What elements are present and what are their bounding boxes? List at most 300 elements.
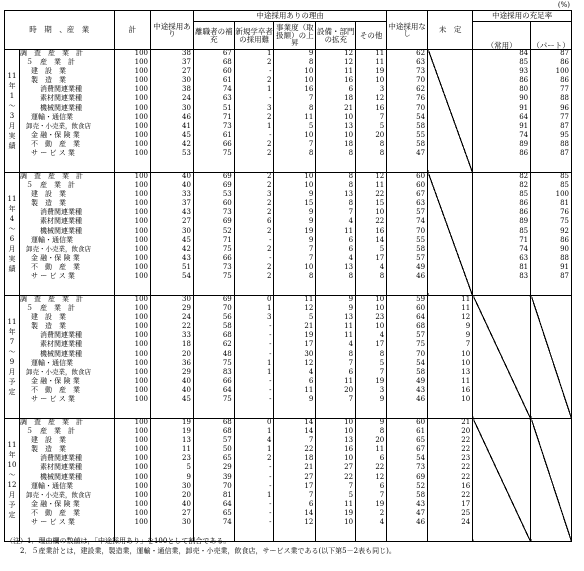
- table-cell: 90: [519, 94, 529, 103]
- period-block-1: [5, 50, 572, 173]
- period-block-3: [5, 296, 572, 419]
- table-cell: 11: [375, 445, 385, 454]
- table-cell: 67: [416, 190, 426, 199]
- table-cell: 75: [222, 358, 232, 367]
- table-cell: 39: [222, 472, 232, 481]
- table-cell: 100: [134, 85, 149, 94]
- table-cell: 22: [461, 472, 471, 481]
- table-cell: 9: [465, 331, 471, 340]
- table-cell: 19: [304, 226, 314, 235]
- table-cell: 2: [267, 76, 272, 85]
- table-cell: 4: [379, 262, 385, 271]
- table-cell: 100: [134, 94, 149, 103]
- table-cell: 73: [416, 463, 426, 472]
- table-cell: 2: [267, 454, 272, 463]
- table-cell: 100: [134, 367, 149, 376]
- table-cell: -: [269, 349, 272, 358]
- table-cell: 43: [416, 385, 426, 394]
- table-cell: 27: [182, 508, 191, 517]
- col-r3: [274, 173, 316, 296]
- table-cell: 85: [519, 58, 529, 67]
- table-cell: 100: [134, 376, 149, 385]
- industry-label: 金 融・保 険 業: [31, 376, 80, 385]
- table-cell: 23: [182, 454, 191, 463]
- table-cell: 63: [416, 199, 426, 208]
- col-r5: [356, 296, 387, 419]
- period-label-char: 定: [8, 511, 16, 519]
- table-cell: 87: [560, 49, 569, 57]
- table-cell: 30: [182, 518, 191, 527]
- header-fill-part: （パート）: [531, 22, 572, 50]
- table-cell: 68: [222, 331, 232, 340]
- col-r3: [274, 50, 316, 173]
- col-undecided: [428, 173, 473, 296]
- table-cell: 22: [461, 436, 471, 445]
- table-cell: 10: [375, 295, 385, 303]
- table-cell: 2: [267, 139, 272, 148]
- col-fill-part: [531, 296, 572, 419]
- table-cell: 60: [416, 304, 426, 313]
- table-cell: 66: [222, 253, 232, 262]
- period-label: [5, 296, 20, 419]
- table-cell: 5: [379, 244, 385, 253]
- table-cell: 24: [461, 518, 471, 527]
- industry-label: 運輸・通信業: [31, 235, 74, 244]
- table-cell: 60: [222, 67, 232, 76]
- table-cell: 1: [267, 49, 272, 57]
- table-cell: 73: [416, 67, 426, 76]
- table-cell: 21: [304, 322, 314, 331]
- table-cell: 27: [344, 463, 354, 472]
- table-cell: 60: [416, 172, 426, 180]
- table-cell: 8: [348, 149, 354, 158]
- col-mid-yes: [151, 419, 194, 542]
- table-cell: 10: [461, 395, 471, 404]
- table-cell: 45: [182, 130, 191, 139]
- table-cell: 82: [519, 172, 529, 180]
- table-cell: 16: [375, 103, 385, 112]
- table-cell: 38: [182, 85, 191, 94]
- table-cell: -: [269, 94, 272, 103]
- industry-label: 製 造 業: [31, 322, 67, 331]
- table-cell: 15: [375, 199, 385, 208]
- table-cell: 11: [182, 445, 191, 454]
- table-cell: 12: [375, 172, 385, 180]
- col-r3: [274, 296, 316, 419]
- table-cell: 11: [344, 322, 354, 331]
- industry-label: 調 査 産 業 計: [20, 49, 84, 57]
- table-cell: 100: [134, 253, 149, 262]
- table-cell: 12: [304, 304, 314, 313]
- table-cell: 7: [348, 481, 354, 490]
- table-cell: 10: [304, 76, 314, 85]
- col-fill-part: [531, 419, 572, 542]
- period-label-char: 11: [7, 195, 17, 203]
- table-cell: 30: [182, 76, 191, 85]
- table-cell: 21: [304, 463, 314, 472]
- header-reason-business-growth: 事業度（取扱額）の上昇: [274, 22, 316, 50]
- table-cell: 64: [222, 499, 232, 508]
- industry-label: 金 融・保 険 業: [31, 130, 80, 139]
- table-cell: 100: [134, 445, 149, 454]
- table-cell: 90: [560, 244, 569, 253]
- table-cell: 73: [222, 208, 232, 217]
- col-mid-no: [387, 419, 428, 542]
- industry-label: 建 設 業: [31, 190, 67, 199]
- table-cell: 100: [134, 463, 149, 472]
- industry-label: 製 造 業: [31, 445, 67, 454]
- period-label-char: 7: [9, 338, 15, 346]
- table-cell: 40: [182, 376, 191, 385]
- table-cell: 88: [560, 253, 569, 262]
- table-cell: 8: [308, 103, 314, 112]
- col-r4: [316, 419, 356, 542]
- table-cell: 10: [304, 181, 314, 190]
- table-cell: 29: [222, 463, 232, 472]
- table-cell: 50: [222, 445, 232, 454]
- table-cell: 100: [134, 322, 149, 331]
- col-r5: [356, 173, 387, 296]
- industry-label: 卸売・小売業，飲食店: [26, 367, 92, 376]
- col-r2: [234, 50, 274, 173]
- table-cell: 4: [348, 217, 354, 226]
- table-cell: -: [269, 463, 272, 472]
- table-cell: 57: [416, 253, 426, 262]
- table-cell: 3: [379, 385, 385, 394]
- period-label-char: 月: [8, 491, 16, 499]
- industry-label: 不 動 産 業: [31, 385, 81, 394]
- table-cell: 91: [519, 103, 529, 112]
- header-undecided: 未 定: [428, 11, 473, 50]
- period-label-char: 実: [8, 255, 16, 263]
- table-cell: 61: [416, 427, 426, 436]
- table-cell: 43: [416, 499, 426, 508]
- table-cell: 71: [222, 235, 232, 244]
- table-cell: 71: [519, 235, 529, 244]
- table-cell: 7: [308, 94, 314, 103]
- table-cell: 30: [182, 295, 191, 303]
- table-cell: 2: [267, 172, 272, 180]
- table-cell: 62: [416, 49, 426, 57]
- industry-label: 機械関連業種: [40, 349, 83, 358]
- table-cell: 10: [375, 322, 385, 331]
- table-cell: 4: [308, 367, 314, 376]
- col-undecided: [428, 50, 473, 173]
- industry-label: サ ー ビ ス 業: [31, 395, 75, 404]
- table-cell: 47: [416, 508, 426, 517]
- table-cell: 66: [222, 376, 232, 385]
- col-undecided: [428, 296, 473, 419]
- table-cell: 22: [375, 217, 385, 226]
- table-cell: 3: [267, 190, 272, 199]
- table-cell: 12: [304, 358, 314, 367]
- table-cell: 5: [308, 121, 314, 130]
- industry-label: 不 動 産 業: [31, 508, 81, 517]
- table-cell: 49: [416, 376, 426, 385]
- table-cell: 9: [348, 295, 354, 303]
- table-cell: 36: [182, 358, 191, 367]
- table-cell: 8: [308, 58, 314, 67]
- table-cell: 5: [379, 358, 385, 367]
- table-cell: 69: [416, 472, 426, 481]
- col-total: [114, 50, 151, 173]
- period-label: [5, 419, 20, 542]
- header-mid-no: 中途採用なし: [387, 11, 428, 50]
- table-cell: 27: [304, 472, 314, 481]
- table-cell: 100: [134, 508, 149, 517]
- table-cell: 58: [416, 490, 426, 499]
- table-cell: 9: [308, 190, 314, 199]
- table-cell: 1: [267, 358, 272, 367]
- table-cell: 68: [222, 427, 232, 436]
- table-cell: 86: [519, 208, 529, 217]
- table-cell: 27: [182, 67, 191, 76]
- table-cell: 46: [182, 112, 191, 121]
- col-r5: [356, 419, 387, 542]
- period-label-char: 年: [8, 451, 16, 459]
- table-cell: 8: [379, 149, 385, 158]
- table-cell: 10: [344, 427, 354, 436]
- table-cell: 66: [222, 139, 232, 148]
- table-cell: 8: [379, 139, 385, 148]
- table-cell: 40: [182, 172, 191, 180]
- table-cell: 2: [267, 208, 272, 217]
- industry-label: 卸売・小売業，飲食店: [26, 244, 92, 253]
- table-cell: 86: [519, 149, 529, 158]
- col-r1: [193, 296, 234, 419]
- table-cell: 67: [222, 49, 232, 57]
- table-cell: 30: [304, 349, 314, 358]
- table-cell: 10: [461, 358, 471, 367]
- col-r2: [234, 419, 274, 542]
- table-cell: 65: [416, 436, 426, 445]
- table-cell: 10: [304, 172, 314, 180]
- table-cell: 19: [182, 427, 191, 436]
- table-cell: 65: [222, 454, 232, 463]
- table-cell: 100: [134, 313, 149, 322]
- table-cell: 24: [182, 94, 191, 103]
- industry-label: 建 設 業: [31, 313, 67, 322]
- table-cell: 0: [267, 418, 272, 426]
- table-cell: 21: [344, 103, 354, 112]
- table-cell: 65: [222, 508, 232, 517]
- table-cell: 12: [461, 313, 471, 322]
- table-cell: 61: [222, 130, 232, 139]
- table-cell: 69: [222, 295, 232, 303]
- period-label-char: 績: [8, 142, 16, 150]
- table-cell: 37: [182, 58, 191, 67]
- period-label-char: 年: [8, 328, 16, 336]
- table-cell: 68: [222, 58, 232, 67]
- table-cell: 86: [519, 76, 529, 85]
- col-r1: [193, 419, 234, 542]
- col-fill-part: [531, 173, 572, 296]
- table-cell: 6: [379, 454, 385, 463]
- period-label-char: 12: [7, 481, 17, 489]
- table-cell: 17: [375, 340, 385, 349]
- table-cell: 6: [348, 367, 354, 376]
- table-cell: 85: [519, 190, 529, 199]
- period-label-char: 〜: [8, 348, 16, 356]
- period-label-char: 予: [8, 501, 16, 509]
- table-cell: 40: [182, 499, 191, 508]
- table-cell: 22: [461, 445, 471, 454]
- col-mid-yes: [151, 296, 194, 419]
- table-cell: 81: [519, 262, 529, 271]
- table-cell: 85: [560, 181, 569, 190]
- table-cell: 16: [461, 385, 471, 394]
- industry-label: 建 設 業: [31, 67, 67, 76]
- table-cell: 75: [222, 149, 232, 158]
- table-cell: 68: [416, 322, 426, 331]
- industry-label: 建 設 業: [31, 436, 67, 445]
- table-cell: 100: [134, 395, 149, 404]
- table-cell: 75: [222, 272, 232, 281]
- table-cell: -: [269, 331, 272, 340]
- period-label-char: 〜: [8, 102, 16, 110]
- industry-label: 消費関連業種: [40, 85, 83, 94]
- table-cell: 6: [379, 481, 385, 490]
- table-cell: 3: [267, 103, 272, 112]
- table-cell: 14: [375, 235, 385, 244]
- table-cell: 57: [416, 331, 426, 340]
- table-cell: 16: [344, 445, 354, 454]
- table-cell: 100: [555, 190, 569, 199]
- table-cell: 57: [416, 208, 426, 217]
- table-cell: 53: [222, 190, 232, 199]
- header-fill-regular: （常用）: [473, 22, 531, 50]
- table-cell: 75: [222, 244, 232, 253]
- table-cell: 58: [416, 139, 426, 148]
- table-cell: 100: [134, 454, 149, 463]
- table-cell: 12: [344, 58, 354, 67]
- period-label-char: 〜: [8, 225, 16, 233]
- table-cell: 15: [304, 199, 314, 208]
- table-cell: 84: [519, 49, 529, 57]
- table-cell: 43: [182, 253, 191, 262]
- table-cell: 40: [182, 181, 191, 190]
- table-cell: 12: [344, 49, 354, 57]
- table-cell: 10: [344, 454, 354, 463]
- table-cell: 10: [461, 349, 471, 358]
- table-cell: 30: [182, 103, 191, 112]
- table-cell: 33: [182, 190, 191, 199]
- table-cell: 5: [186, 463, 191, 472]
- table-cell: 13: [344, 262, 354, 271]
- industry-label: 金 融・保 険 業: [31, 499, 80, 508]
- table-cell: 100: [134, 304, 149, 313]
- table-cell: 63: [416, 58, 426, 67]
- table-cell: 1: [267, 445, 272, 454]
- table-cell: 70: [416, 349, 426, 358]
- industry-label: 運輸・通信業: [31, 358, 74, 367]
- table-cell: 19: [304, 331, 314, 340]
- industry-label: 調 査 産 業 計: [20, 295, 84, 303]
- industry-label: 素材関連業種: [40, 340, 83, 349]
- industry-labels: [20, 296, 114, 419]
- table-cell: 11: [461, 295, 471, 303]
- table-cell: 9: [379, 418, 385, 426]
- table-cell: 0: [267, 295, 272, 303]
- table-cell: 11: [344, 499, 354, 508]
- table-cell: 83: [222, 367, 232, 376]
- table-cell: 100: [134, 103, 149, 112]
- industry-label: ５ 産 業 計: [26, 304, 76, 313]
- period-label-char: 6: [9, 235, 15, 243]
- table-cell: 100: [555, 67, 569, 76]
- industry-label: 消費関連業種: [40, 208, 83, 217]
- industry-label: 運輸・通信業: [31, 481, 74, 490]
- table-cell: 77: [560, 112, 569, 121]
- table-cell: 100: [134, 244, 149, 253]
- table-cell: 7: [308, 244, 314, 253]
- table-cell: 25: [461, 508, 471, 517]
- table-cell: 52: [416, 481, 426, 490]
- table-cell: 100: [134, 418, 149, 426]
- table-cell: 60: [416, 418, 426, 426]
- table-cell: 100: [134, 190, 149, 199]
- table-cell: 41: [182, 121, 191, 130]
- table-cell: 17: [304, 481, 314, 490]
- table-cell: 86: [560, 58, 569, 67]
- table-cell: 8: [348, 272, 354, 281]
- table-cell: 64: [519, 112, 529, 121]
- table-cell: 80: [519, 85, 529, 94]
- table-cell: 9: [186, 472, 191, 481]
- table-cell: 4: [267, 436, 272, 445]
- table-cell: 14: [304, 418, 314, 426]
- table-cell: 11: [304, 112, 314, 121]
- table-cell: 10: [375, 304, 385, 313]
- table-cell: 12: [375, 472, 385, 481]
- table-cell: 20: [375, 436, 385, 445]
- table-cell: 100: [134, 481, 149, 490]
- table-cell: 96: [560, 103, 569, 112]
- col-total: [114, 419, 151, 542]
- table-cell: 85: [519, 226, 529, 235]
- table-cell: 10: [304, 130, 314, 139]
- table-cell: 45: [182, 395, 191, 404]
- table-cell: 11: [344, 376, 354, 385]
- table-cell: 38: [182, 49, 191, 57]
- table-cell: -: [269, 481, 272, 490]
- table-cell: 58: [416, 367, 426, 376]
- col-mid-no: [387, 296, 428, 419]
- table-cell: 100: [134, 208, 149, 217]
- table-cell: 42: [182, 244, 191, 253]
- table-cell: 100: [134, 385, 149, 394]
- table-cell: 22: [461, 463, 471, 472]
- table-cell: 59: [416, 295, 426, 303]
- table-cell: 13: [344, 436, 354, 445]
- table-cell: 6: [348, 235, 354, 244]
- industry-label: 素材関連業種: [40, 217, 83, 226]
- table-cell: 93: [519, 67, 529, 76]
- table-cell: 4: [348, 253, 354, 262]
- table-cell: 8: [348, 172, 354, 180]
- table-cell: -: [269, 67, 272, 76]
- col-total: [114, 173, 151, 296]
- industry-label: 素材関連業種: [40, 94, 83, 103]
- table-cell: -: [269, 340, 272, 349]
- table-cell: 8: [308, 272, 314, 281]
- table-cell: 6: [348, 244, 354, 253]
- table-cell: 13: [344, 313, 354, 322]
- table-cell: 2: [267, 199, 272, 208]
- table-cell: 20: [461, 427, 471, 436]
- table-cell: 10: [375, 76, 385, 85]
- period-label-char: 実: [8, 132, 16, 140]
